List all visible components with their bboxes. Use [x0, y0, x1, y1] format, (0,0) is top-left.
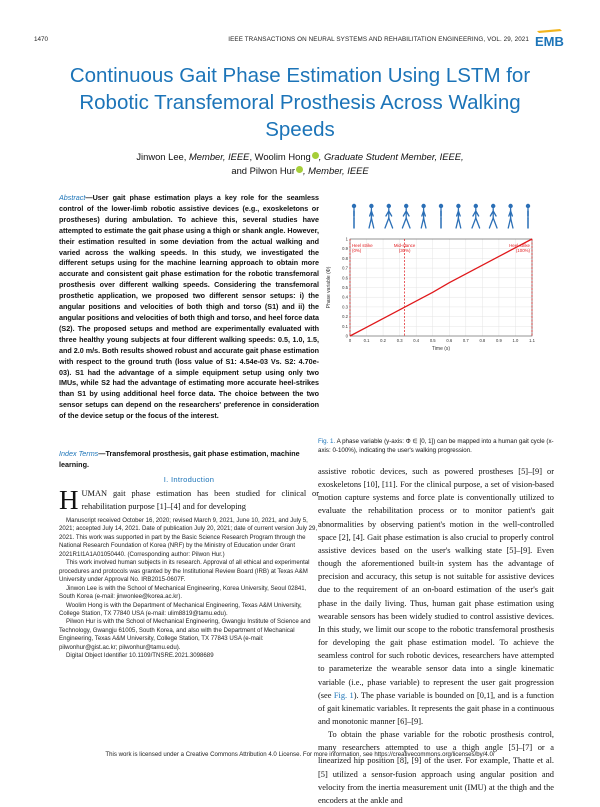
paragraph-text: assistive robotic devices, such as powered prostheses [5]–[9] or exoskeletons [10], [11]. For the clinical purpose, a set of vision-based motion capture systems and force plate is conventionally utilized to evaluate the rehabilitation process or to monitor patient's gait abnormalities by observing patient's motion in the well-controlled space [2], [4]. Gait phase estimation is also crucial to properly control assistive devices based on the user's walking state [5]–[9]. Even though the aforementioned built-in system has the advantage of precision and accuracy, this setup is not suitable for assistive devices due to the requirement of an on-board estimation of the user's gait phase in the daily living. Thus, human gait phase estimation using wearable sensors has been widely studied to control assistive devices. In this study, we limit our scope to the robotic transfemoral prosthesis for developing the gait phase estimation model. To achieve the seamless control for such robotic devices, researchers have attempted to parameterize the wearable sensor data into a single kinematic variable (i.e., phase variable) to represent the user gait progression (see — [318, 467, 554, 700]
figure-head — [387, 204, 391, 208]
section-heading: I. Introduction — [163, 475, 215, 484]
walking-figure-icon — [439, 204, 443, 228]
walking-figure-icon — [489, 204, 497, 228]
y-tick-label: 0.8 — [342, 255, 348, 261]
figure-leg — [493, 218, 497, 228]
x-tick-label: 1.0 — [512, 338, 519, 343]
figure-leg — [371, 218, 373, 228]
abstract-text: —User gait phase estimation plays a key role for the seamless control of the lower-limb robotic assistive devices (e.g., exoskeletons or prostheses) during ambulation. To achieve this, several studies have attempted to estimate the gait phase using a thigh or shank angle. However, their estimation resulted in some deviation from the actual walking and varied across the walking speeds. In this study, we investigated the different setups using for the machine learning approach to obtain more accurate and consistent gait phase estimation for the robotic transfemoral prosthesis over different walking speeds. Considering the transfemoral prosthetic application, we proposed two different sensor setups: i) the angular positions and velocities of both thigh and torso (S1) and ii) the angular positions and velocities of both thigh and torso, and heel force data (S2). The proposed setups and method are experimentally evaluated with three healthy young subjects at four different walking speeds: 0.5, 1.0, 1.5, and 2.0 m/s. Both results showed robust and accurate gait phase estimation with respect to the ground truth (loss value of S1: 4.54e-03 Vs. S2: 4.70e-03). S1 had the advantage of a simple equipment setup using only two IMUs, while S2 had the advantage of estimating more accurate heel-strikes than S1 by using additional heel force data. The choice between the two sensor setups can depend on the researchers' preference in consideration of the device setup or the focus of the interest. — [59, 193, 320, 421]
abstract — [59, 193, 319, 422]
phase-marker-label: (0%) — [352, 248, 362, 253]
walking-figure-icon — [456, 204, 461, 228]
x-tick-label: 0.4 — [413, 338, 420, 343]
figure-leg — [369, 218, 371, 228]
figure-leg — [406, 218, 410, 228]
figure-head — [474, 204, 478, 208]
figure-caption — [318, 437, 554, 455]
license-footer: This work is licensed under a Creative Commons Attribution 4.0 License. For more information, see https://creativecommons.org/licenses/by/4.0/ — [105, 751, 495, 758]
footnote: Manuscript received October 16, 2020; revised March 9, 2021, June 10, 2021, and July 5, 2021; accepted July 14, 2021. Date of publication July 20, 2021; date of current version July 29, 2021. This work was supported in part by the Basic Science Research Program through the National Research Foundation of Korea (NRF) by the Ministry of Education under Grant 2021R1I1A1A01050440. (Corresponding author: Pilwon Hur.) — [59, 517, 318, 558]
walking-figure-icon — [421, 204, 426, 228]
figure-leg — [402, 218, 406, 228]
emb-logo — [533, 28, 565, 50]
walking-figure-icon — [472, 204, 480, 228]
y-tick-label: 0.4 — [342, 294, 348, 300]
x-tick-label: 0.7 — [462, 338, 469, 343]
phase-marker-label: Heel strike — [352, 243, 373, 248]
paragraph-text: ). The phase variable is bounded on [0,1], and is a function of gait kinematic variables. It represents the gait phase in a continuous and monotonic manner [6]–[9]. — [318, 690, 554, 726]
figure-1 — [318, 199, 544, 429]
y-tick-label: 0.9 — [342, 246, 348, 252]
x-tick-label: 0 — [348, 338, 352, 343]
paragraph — [318, 465, 554, 728]
index-terms — [59, 449, 319, 471]
figure-leg — [472, 218, 476, 228]
author-line-1 — [60, 150, 540, 164]
walking-figures — [352, 204, 530, 228]
figure-leg — [508, 218, 510, 228]
walking-figure-icon — [385, 204, 393, 228]
figure-leg — [458, 218, 460, 228]
footnote: Woolim Hong is with the Department of Mechanical Engineering, Texas A&M University, College Station, TX 77840 USA (e-mail: ulim8819@tamu.edu). — [59, 601, 302, 617]
y-tick-label: 0.5 — [342, 285, 348, 290]
figure-head — [352, 204, 356, 208]
footnote: Pilwon Hur is with the School of Mechanical Engineering, Gwangju Institute of Science and Technology, Gwangju 61005, South Korea, and also with the Department of Mechanical Engineering, Texas A&M University, College Station, TX 77843 USA (e-mail: pilwonhur@gist.ac.kr; pilwonhur@tamu.edu). — [59, 618, 311, 651]
x-tick-label: 0.1 — [363, 338, 370, 343]
x-tick-label: 0.8 — [479, 338, 486, 343]
paper-title: Continuous Gait Phase Estimation Using LSTM for Robotic Transfemoral Prosthesis Across Walking Speeds — [69, 64, 531, 141]
y-tick-label: 0.2 — [342, 314, 348, 320]
footnote: Jinwon Lee is with the School of Mechanical Engineering, Korea University, Seoul 02841, South Korea (e-mail: jinwonlee@korea.ac.kr). — [59, 584, 307, 601]
x-tick-label: 1.1 — [529, 338, 535, 343]
page-number: 1470 — [34, 36, 49, 43]
figure-head — [508, 204, 512, 208]
x-tick-label: 0.2 — [380, 338, 387, 343]
footnote: Digital Object Identifier 10.1109/TNSRE.2021.3098689 — [66, 652, 214, 660]
author-name: and Pilwon Hur — [231, 165, 295, 176]
author-line-2 — [60, 164, 540, 178]
figure-ref-link[interactable]: Fig. 1 — [333, 690, 354, 700]
y-axis-label: Phase variable (Φ) — [326, 266, 332, 309]
intro-paragraph — [59, 485, 319, 515]
figure-head — [369, 204, 373, 208]
figure-leg — [421, 218, 423, 228]
author-list — [60, 150, 540, 178]
y-tick-label: 0 — [345, 333, 348, 339]
phase-marker-label: Heel strike — [509, 243, 530, 248]
y-tick-label: 0.7 — [342, 265, 348, 271]
phase-marker-label: Mid-stance — [393, 243, 416, 248]
figure-leg — [424, 218, 426, 228]
figure-head — [439, 204, 443, 208]
orcid-icon[interactable] — [312, 152, 319, 159]
phase-marker-label: (100%) — [515, 248, 530, 253]
figure-head — [491, 204, 495, 208]
y-tick-label: 0.1 — [342, 323, 348, 329]
author-affil: Member, IEEE — [189, 151, 250, 162]
author-name: Jinwon Lee, — [136, 151, 187, 162]
walking-figure-icon — [402, 204, 410, 228]
figure-head — [421, 204, 425, 208]
figure-label: Fig. 1. — [318, 438, 336, 445]
author-affil: , Member, IEEE — [302, 165, 369, 176]
figure-leg — [385, 218, 389, 228]
figure-leg — [456, 218, 458, 228]
y-tick-label: 0.6 — [342, 275, 348, 281]
y-tick-label: 1 — [345, 236, 348, 242]
figure-leg — [489, 218, 493, 228]
author-affil: , Graduate Student Member, IEEE, — [318, 151, 464, 162]
index-terms-text: —Transfemoral prosthesis, gait phase estimation, machine learning. — [59, 449, 300, 469]
author-name: , Woolim Hong — [249, 151, 311, 162]
figure-head — [526, 204, 530, 208]
emb-logo-text: EMB — [535, 34, 564, 49]
gait-phase-chart — [318, 199, 544, 429]
figure-leg — [476, 218, 480, 228]
footnote: This work involved human subjects in its research. Approval of all ethical and experimental procedures and protocols was granted by the Institutional Review Board (IRB) at Texas A&M University under Approval No. IRB2015-0607F. — [59, 559, 310, 584]
journal-name: IEEE TRANSACTIONS ON NEURAL SYSTEMS AND REHABILITATION ENGINEERING, VOL. 29, 2021 — [228, 36, 529, 43]
walking-figure-icon — [526, 204, 530, 228]
paragraph: To obtain the phase variable for the robotic prosthesis control, many researchers attempted to use a thigh angle [5]–[7] or a linearized hip position [8], [9] of the user. For example, Thatte et al. [5] utilized a sensor-fusion approach using angular position and velocity from the inertia measurement unit (IMU) at the thigh and the encoders at the ankle and — [318, 730, 554, 805]
walking-figure-icon — [508, 204, 513, 228]
figure-leg — [389, 218, 393, 228]
x-axis-label: Time (s) — [431, 346, 451, 352]
orcid-icon[interactable] — [296, 166, 303, 173]
running-header — [34, 34, 565, 48]
x-tick-label: 0.9 — [495, 338, 502, 343]
walking-figure-icon — [352, 204, 356, 228]
walking-figure-icon — [369, 204, 374, 228]
figure-head — [456, 204, 460, 208]
phase-marker-label: (30%) — [398, 248, 411, 253]
abstract-label: Abstract — [59, 193, 86, 202]
figure-head — [404, 204, 408, 208]
footnotes — [59, 517, 319, 661]
index-terms-label: Index Terms — [59, 449, 99, 458]
x-tick-label: 0.3 — [396, 338, 403, 343]
intro-text: UMAN gait phase estimation has been studied for clinical or rehabilitation purpose [1]–[4] and for developing — [81, 489, 319, 511]
y-tick-label: 0.3 — [342, 304, 348, 310]
caption-text: A phase variable (y-axis: Φ ∈ [0, 1]) can be mapped into a human gait cycle (x-axis: 0-100%), indicating the user's walking progression. — [318, 438, 554, 454]
figure-leg — [511, 218, 513, 228]
drop-cap: H — [59, 485, 79, 515]
x-tick-label: 0.5 — [429, 338, 436, 343]
x-tick-label: 0.6 — [446, 338, 453, 343]
